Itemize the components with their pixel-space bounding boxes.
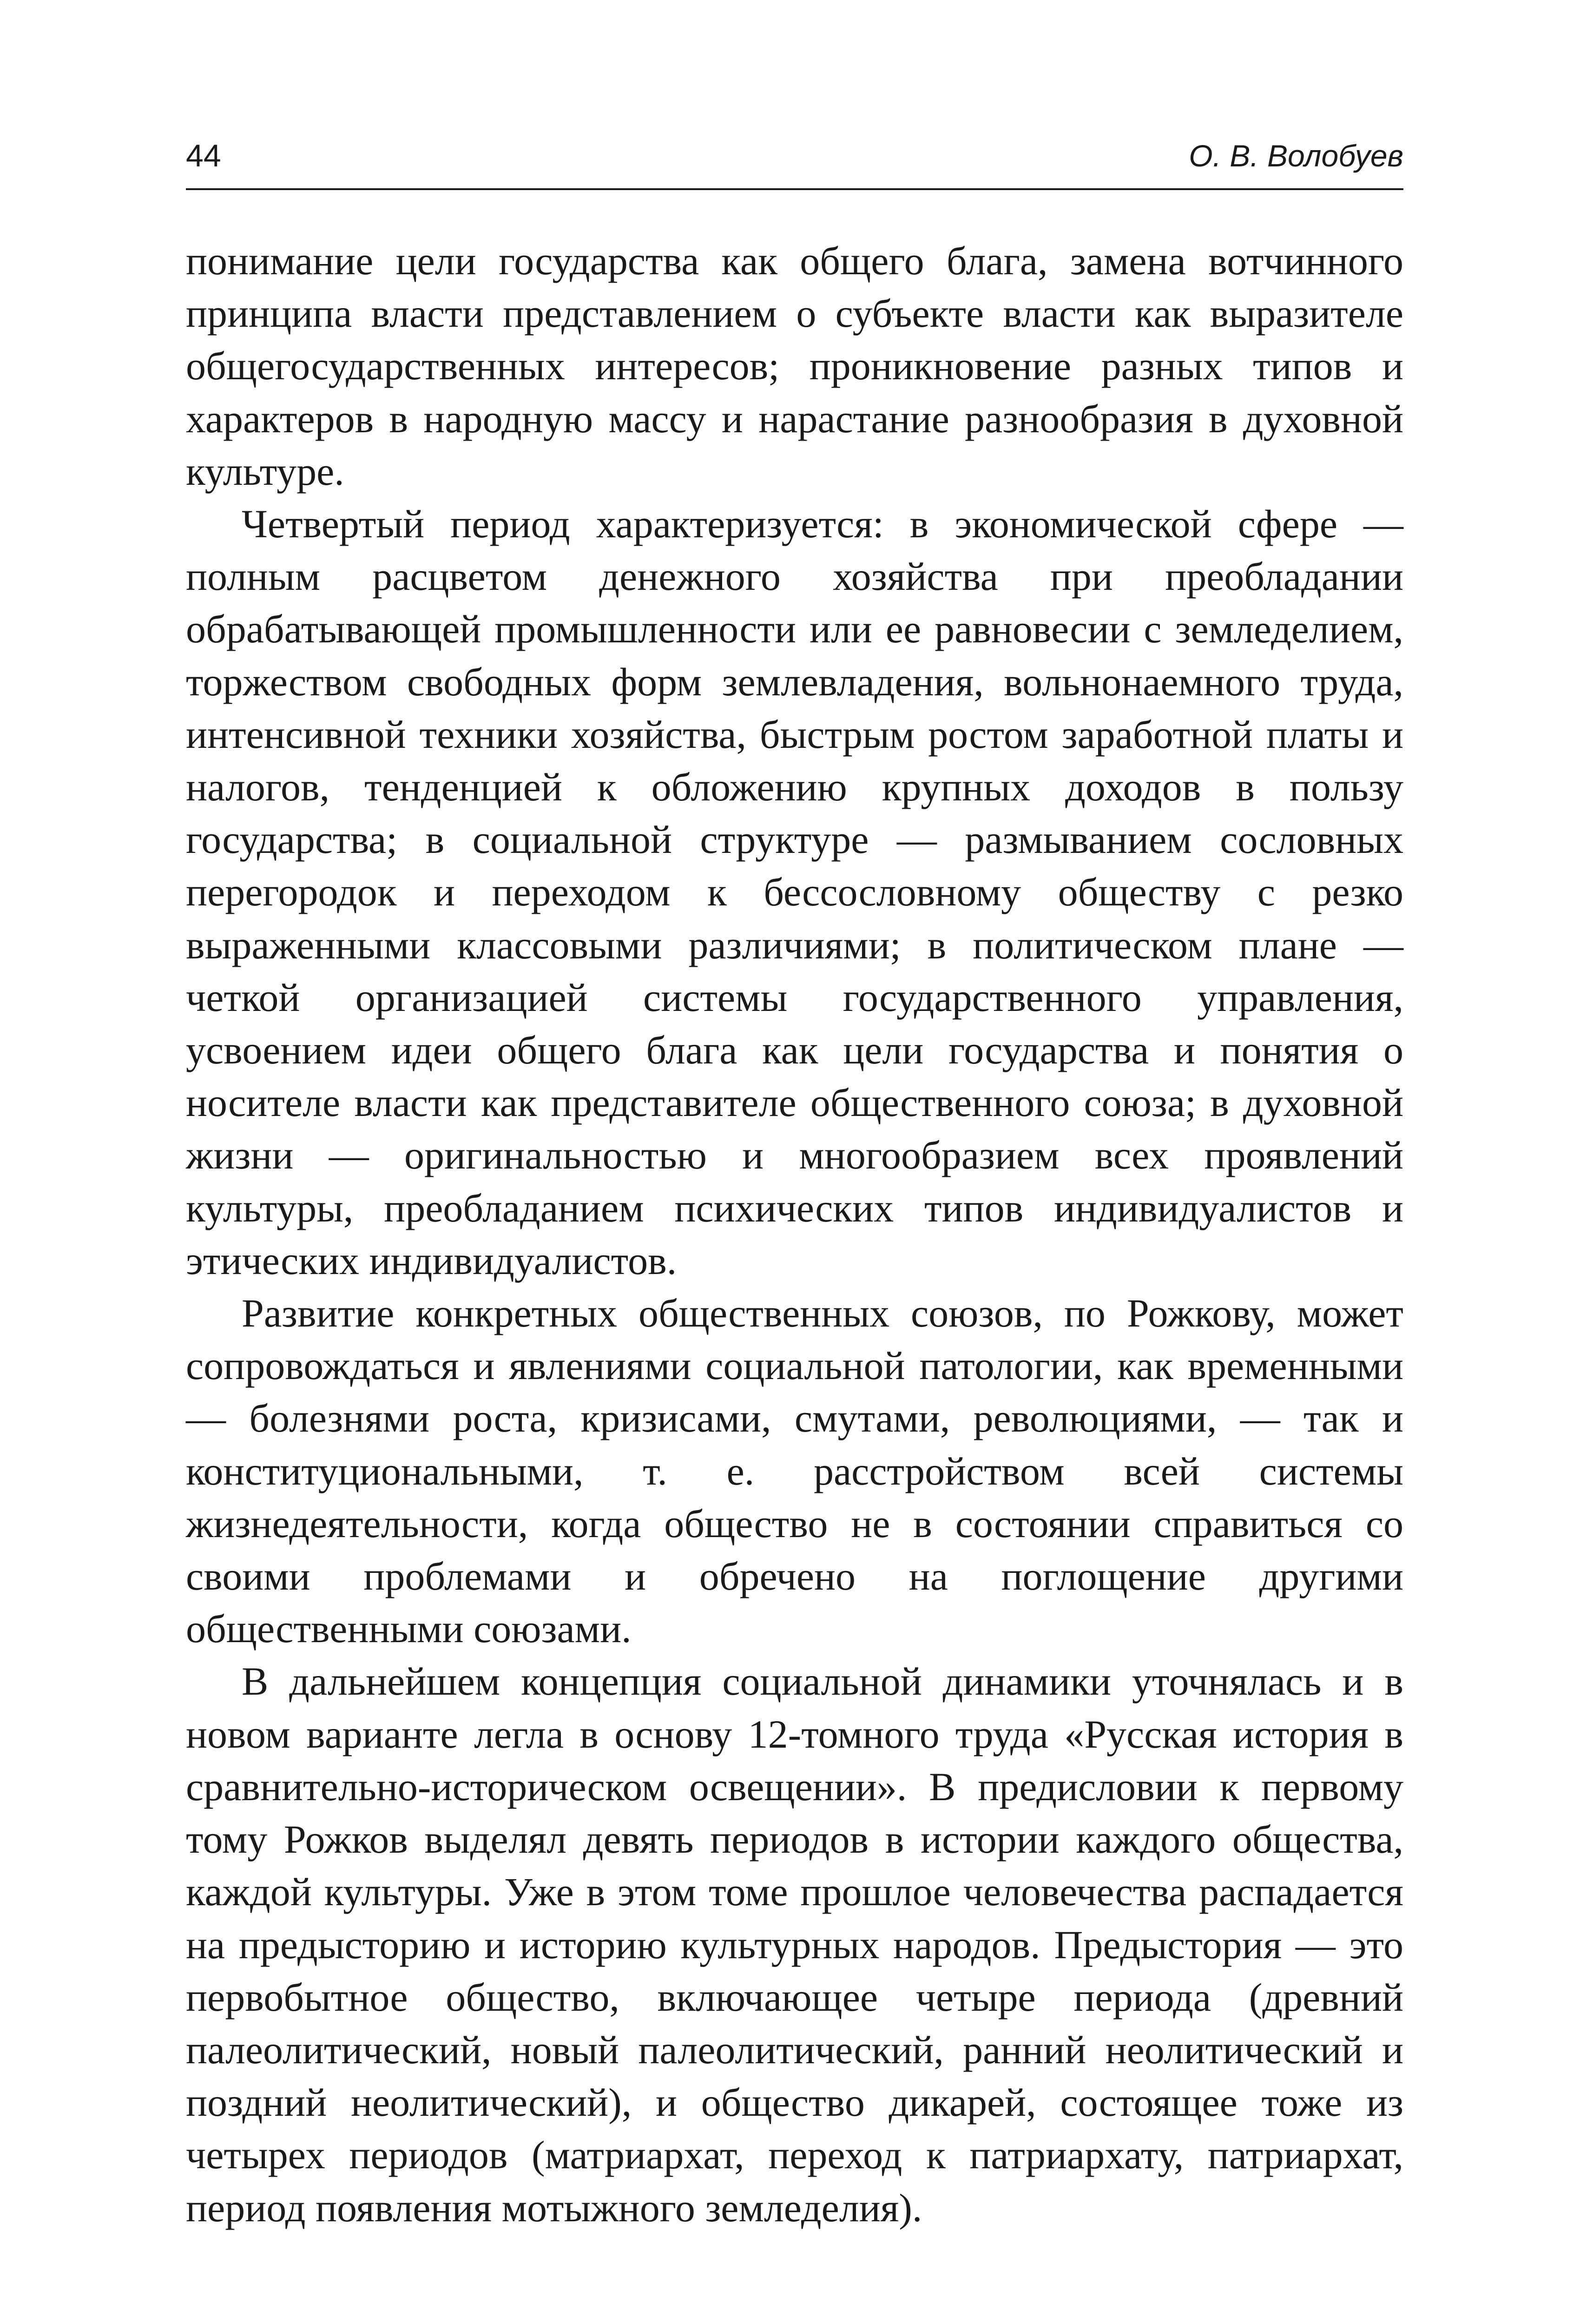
paragraph-social-dynamics: В дальнейшем концепция социальной динамики уточнялась и в новом варианте легла в основу 12-томного труда «Русская история в сравнительно-историческом освещении». В предисловии к первому тому Рожков выделял девять периодов в истории каждого общества, каждой культуры. Уже в этом томе прошлое человечества распадается на предысторию и историю культурных народов. Предыстория — это первобытное общество, включающее четыре периода (древний палеолитический, новый палеолитический, ранний неолитический и поздний неолитический), и общество дикарей, состоящее тоже из четырех периодов (матриархат, переход к патриархату, патриархат, период появления мотыжного земледелия). xyxy=(186,1659,1403,2230)
paragraph-fourth-period: Четвертый период характеризуется: в экономической сфере — полным расцветом денежного хозяйства при преобладании обрабатывающей промышленности или ее равновесии с земледелием, торжеством свободных форм землевладения, вольнонаемного труда, интенсивной техники хозяйства, быстрым ростом заработной платы и налогов, тенденцией к обложению крупных доходов в пользу государства; в социальной структуре — размыванием сословных перегородок и переходом к бессословному обществу с резко выраженными классовыми различиями; в политическом плане — четкой организацией системы государственного управления, усвоением идеи общего блага как цели государства и понятия о носителе власти как представителе общественного союза; в духовной жизни — оригинальностью и многообразием всех проявлений культуры, преобладанием психических типов индивидуалистов и этических индивидуалистов. xyxy=(186,502,1403,1283)
page-number: 44 xyxy=(186,138,221,173)
running-head-author: О. В. Волобуев xyxy=(1189,139,1403,173)
page-header xyxy=(186,132,1403,190)
paragraph-social-pathology: Развитие конкретных общественных союзов, по Рожкову, может сопровождаться и явлениями социальной патологии, как временными — болезнями роста, кризисами, смутами, революциями, — так и конституциональными, т. е. расстройством всей системы жизнедеятельности, когда общество не в состоянии справиться со своими проблемами и обречено на поглощение другими общественными союзами. xyxy=(186,1291,1403,1651)
paragraph-continuation: понимание цели государства как общего блага, замена вотчинного принципа власти представлением о субъекте власти как выразителе общегосударственных интересов; проникновение разных типов и характеров в народную массу и нарастание разнообразия в духовной культуре. xyxy=(186,238,1403,494)
body-text xyxy=(186,235,1403,2234)
